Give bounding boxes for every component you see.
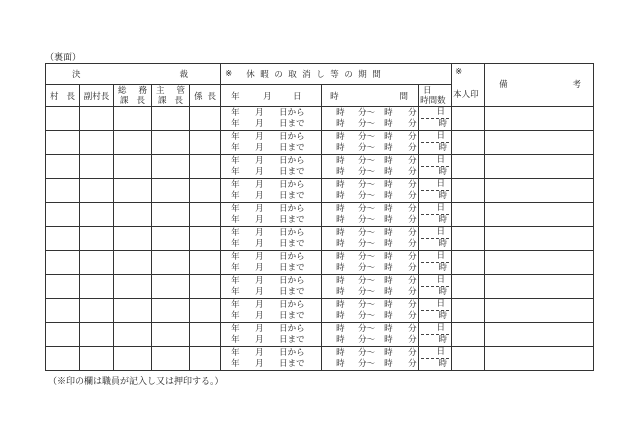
leave-cancellation-table (45, 63, 594, 371)
sign-sonchou-cell[interactable] (46, 323, 80, 347)
days-hours-header: 日 時間数 (419, 85, 452, 107)
inkan-label: 本人印 (453, 90, 479, 100)
sign-sonchou-cell[interactable] (46, 203, 80, 227)
biko-cell[interactable] (485, 251, 594, 275)
days-hours-cell[interactable]: 日 時 (419, 227, 452, 251)
sign-kakari-cell[interactable] (190, 275, 221, 299)
time-range-cell[interactable]: 時 分～ 時 分 時 分～ 時 分 (322, 347, 419, 371)
date-range-cell[interactable]: 年 月 日から 年 月 日まで (221, 179, 322, 203)
biko-cell[interactable] (485, 179, 594, 203)
sign-shukan-cell[interactable] (152, 275, 190, 299)
sign-shukan-cell[interactable] (152, 179, 190, 203)
sign-shukan-cell[interactable] (152, 155, 190, 179)
inkan-cell[interactable] (452, 179, 485, 203)
date-range-cell[interactable]: 年 月 日から 年 月 日まで (221, 155, 322, 179)
table-row (46, 347, 594, 371)
sign-sonchou-cell[interactable] (46, 347, 80, 371)
sign-somu-cell[interactable] (114, 299, 152, 323)
date-range-cell[interactable]: 年 月 日から 年 月 日まで (221, 299, 322, 323)
biko-cell[interactable] (485, 131, 594, 155)
sign-shukan-cell[interactable] (152, 203, 190, 227)
sign-fukusonchou-cell[interactable] (80, 251, 114, 275)
sign-kakari-cell[interactable] (190, 347, 221, 371)
sign-sonchou-cell[interactable] (46, 107, 80, 131)
sign-somu-cell[interactable] (114, 107, 152, 131)
inkan-cell[interactable] (452, 155, 485, 179)
sign-shukan-cell[interactable] (152, 107, 190, 131)
days-hours-cell[interactable]: 日 時 (419, 131, 452, 155)
time-range-cell[interactable]: 時 分～ 時 分 時 分～ 時 分 (322, 155, 419, 179)
inkan-cell[interactable] (452, 275, 485, 299)
kessai-header: 決 裁 (46, 64, 221, 85)
table-row (46, 251, 594, 275)
biko-cell[interactable] (485, 107, 594, 131)
sign-shukan-cell[interactable] (152, 323, 190, 347)
sign-kakari-cell[interactable] (190, 179, 221, 203)
biko-cell[interactable] (485, 323, 594, 347)
sign-kakari-cell[interactable] (190, 107, 221, 131)
sign-kakari-cell[interactable] (190, 227, 221, 251)
sign-shukan-cell[interactable] (152, 251, 190, 275)
inkan-cell[interactable] (452, 107, 485, 131)
inkan-cell[interactable] (452, 131, 485, 155)
days-hours-cell[interactable]: 日 時 (419, 107, 452, 131)
date-range-cell[interactable]: 年 月 日から 年 月 日まで (221, 131, 322, 155)
days-hours-cell[interactable]: 日 時 (419, 323, 452, 347)
sign-fukusonchou-cell[interactable] (80, 347, 114, 371)
table-row (46, 179, 594, 203)
table-row (46, 203, 594, 227)
time-range-cell[interactable]: 時 分～ 時 分 時 分～ 時 分 (322, 251, 419, 275)
sign-shukan-cell[interactable] (152, 131, 190, 155)
sign-sonchou-cell[interactable] (46, 299, 80, 323)
sign-fukusonchou-cell[interactable] (80, 203, 114, 227)
sign-somu-cell[interactable] (114, 347, 152, 371)
sign-fukusonchou-cell[interactable] (80, 299, 114, 323)
sign-sonchou-cell[interactable] (46, 251, 80, 275)
sign-sonchou-cell[interactable] (46, 275, 80, 299)
biko-cell[interactable] (485, 155, 594, 179)
date-range-cell[interactable]: 年 月 日から 年 月 日まで (221, 347, 322, 371)
table-row (46, 107, 594, 131)
required-mark: ※ (455, 67, 463, 77)
biko-cell[interactable] (485, 347, 594, 371)
table-row (46, 155, 594, 179)
approver-shukan: 主 管 課 長 (152, 85, 190, 107)
sign-somu-cell[interactable] (114, 155, 152, 179)
days-hours-cell[interactable]: 日 時 (419, 299, 452, 323)
biko-cell[interactable] (485, 203, 594, 227)
sign-shukan-cell[interactable] (152, 227, 190, 251)
date-range-cell[interactable]: 年 月 日から 年 月 日まで (221, 275, 322, 299)
sign-somu-cell[interactable] (114, 203, 152, 227)
sign-somu-cell[interactable] (114, 251, 152, 275)
kikan-header (221, 64, 452, 85)
time-range-cell[interactable]: 時 分～ 時 分 時 分～ 時 分 (322, 179, 419, 203)
date-column-header: 年 月 日 (221, 85, 322, 107)
approver-kakari: 係 長 (190, 85, 221, 107)
time-range-cell[interactable]: 時 分～ 時 分 時 分～ 時 分 (322, 299, 419, 323)
approver-fukusonchou: 副村長 (80, 85, 114, 107)
kikan-title: 休暇の取消し等の期間 (246, 70, 387, 80)
sign-fukusonchou-cell[interactable] (80, 155, 114, 179)
inkan-cell[interactable] (452, 299, 485, 323)
date-range-cell[interactable]: 年 月 日から 年 月 日まで (221, 227, 322, 251)
sign-kakari-cell[interactable] (190, 155, 221, 179)
sign-fukusonchou-cell[interactable] (80, 107, 114, 131)
sign-somu-cell[interactable] (114, 275, 152, 299)
sign-kakari-cell[interactable] (190, 131, 221, 155)
sign-somu-cell[interactable] (114, 179, 152, 203)
sign-sonchou-cell[interactable] (46, 227, 80, 251)
inkan-cell[interactable] (452, 203, 485, 227)
inkan-header-cell (452, 64, 485, 107)
days-hours-cell[interactable]: 日 時 (419, 347, 452, 371)
biko-cell[interactable] (485, 299, 594, 323)
sign-fukusonchou-cell[interactable] (80, 323, 114, 347)
sign-kakari-cell[interactable] (190, 323, 221, 347)
date-range-cell[interactable]: 年 月 日から 年 月 日まで (221, 251, 322, 275)
inkan-cell[interactable] (452, 323, 485, 347)
time-range-cell[interactable]: 時 分～ 時 分 時 分～ 時 分 (322, 131, 419, 155)
sign-somu-cell[interactable] (114, 131, 152, 155)
biko-cell[interactable] (485, 275, 594, 299)
table-row (46, 275, 594, 299)
table-row (46, 299, 594, 323)
sign-sonchou-cell[interactable] (46, 155, 80, 179)
approver-sonchou: 村 長 (46, 85, 80, 107)
time-range-cell[interactable]: 時 分～ 時 分 時 分～ 時 分 (322, 107, 419, 131)
inkan-cell[interactable] (452, 347, 485, 371)
sign-fukusonchou-cell[interactable] (80, 275, 114, 299)
sign-kakari-cell[interactable] (190, 251, 221, 275)
table-row (46, 131, 594, 155)
sign-shukan-cell[interactable] (152, 299, 190, 323)
sign-fukusonchou-cell[interactable] (80, 227, 114, 251)
time-column-header: 時 間 (322, 85, 419, 107)
date-range-cell[interactable]: 年 月 日から 年 月 日まで (221, 203, 322, 227)
inkan-cell[interactable] (452, 251, 485, 275)
days-hours-cell[interactable]: 日 時 (419, 203, 452, 227)
sign-kakari-cell[interactable] (190, 203, 221, 227)
days-hours-cell[interactable]: 日 時 (419, 155, 452, 179)
table-row (46, 323, 594, 347)
date-range-cell[interactable]: 年 月 日から 年 月 日まで (221, 107, 322, 131)
required-mark: ※ (225, 69, 233, 79)
footnote: （※印の欄は職員が記入し又は押印する。） (48, 377, 224, 387)
time-range-cell[interactable]: 時 分～ 時 分 時 分～ 時 分 (322, 323, 419, 347)
sign-kakari-cell[interactable] (190, 299, 221, 323)
sign-fukusonchou-cell[interactable] (80, 179, 114, 203)
days-hours-cell[interactable]: 日 時 (419, 251, 452, 275)
sign-sonchou-cell[interactable] (46, 179, 80, 203)
days-hours-cell[interactable]: 日 時 (419, 275, 452, 299)
biko-header: 備 考 (485, 64, 594, 107)
table-row (46, 227, 594, 251)
time-range-cell[interactable]: 時 分～ 時 分 時 分～ 時 分 (322, 275, 419, 299)
sign-shukan-cell[interactable] (152, 347, 190, 371)
sign-somu-cell[interactable] (114, 227, 152, 251)
sign-somu-cell[interactable] (114, 323, 152, 347)
time-range-cell[interactable]: 時 分～ 時 分 時 分～ 時 分 (322, 203, 419, 227)
inkan-cell[interactable] (452, 227, 485, 251)
biko-cell[interactable] (485, 227, 594, 251)
sign-fukusonchou-cell[interactable] (80, 131, 114, 155)
page-label: （裏面） (45, 53, 82, 63)
approver-somu: 総 務 課 長 (114, 85, 152, 107)
date-range-cell[interactable]: 年 月 日から 年 月 日まで (221, 323, 322, 347)
sign-sonchou-cell[interactable] (46, 131, 80, 155)
days-hours-cell[interactable]: 日 時 (419, 179, 452, 203)
time-range-cell[interactable]: 時 分～ 時 分 時 分～ 時 分 (322, 227, 419, 251)
